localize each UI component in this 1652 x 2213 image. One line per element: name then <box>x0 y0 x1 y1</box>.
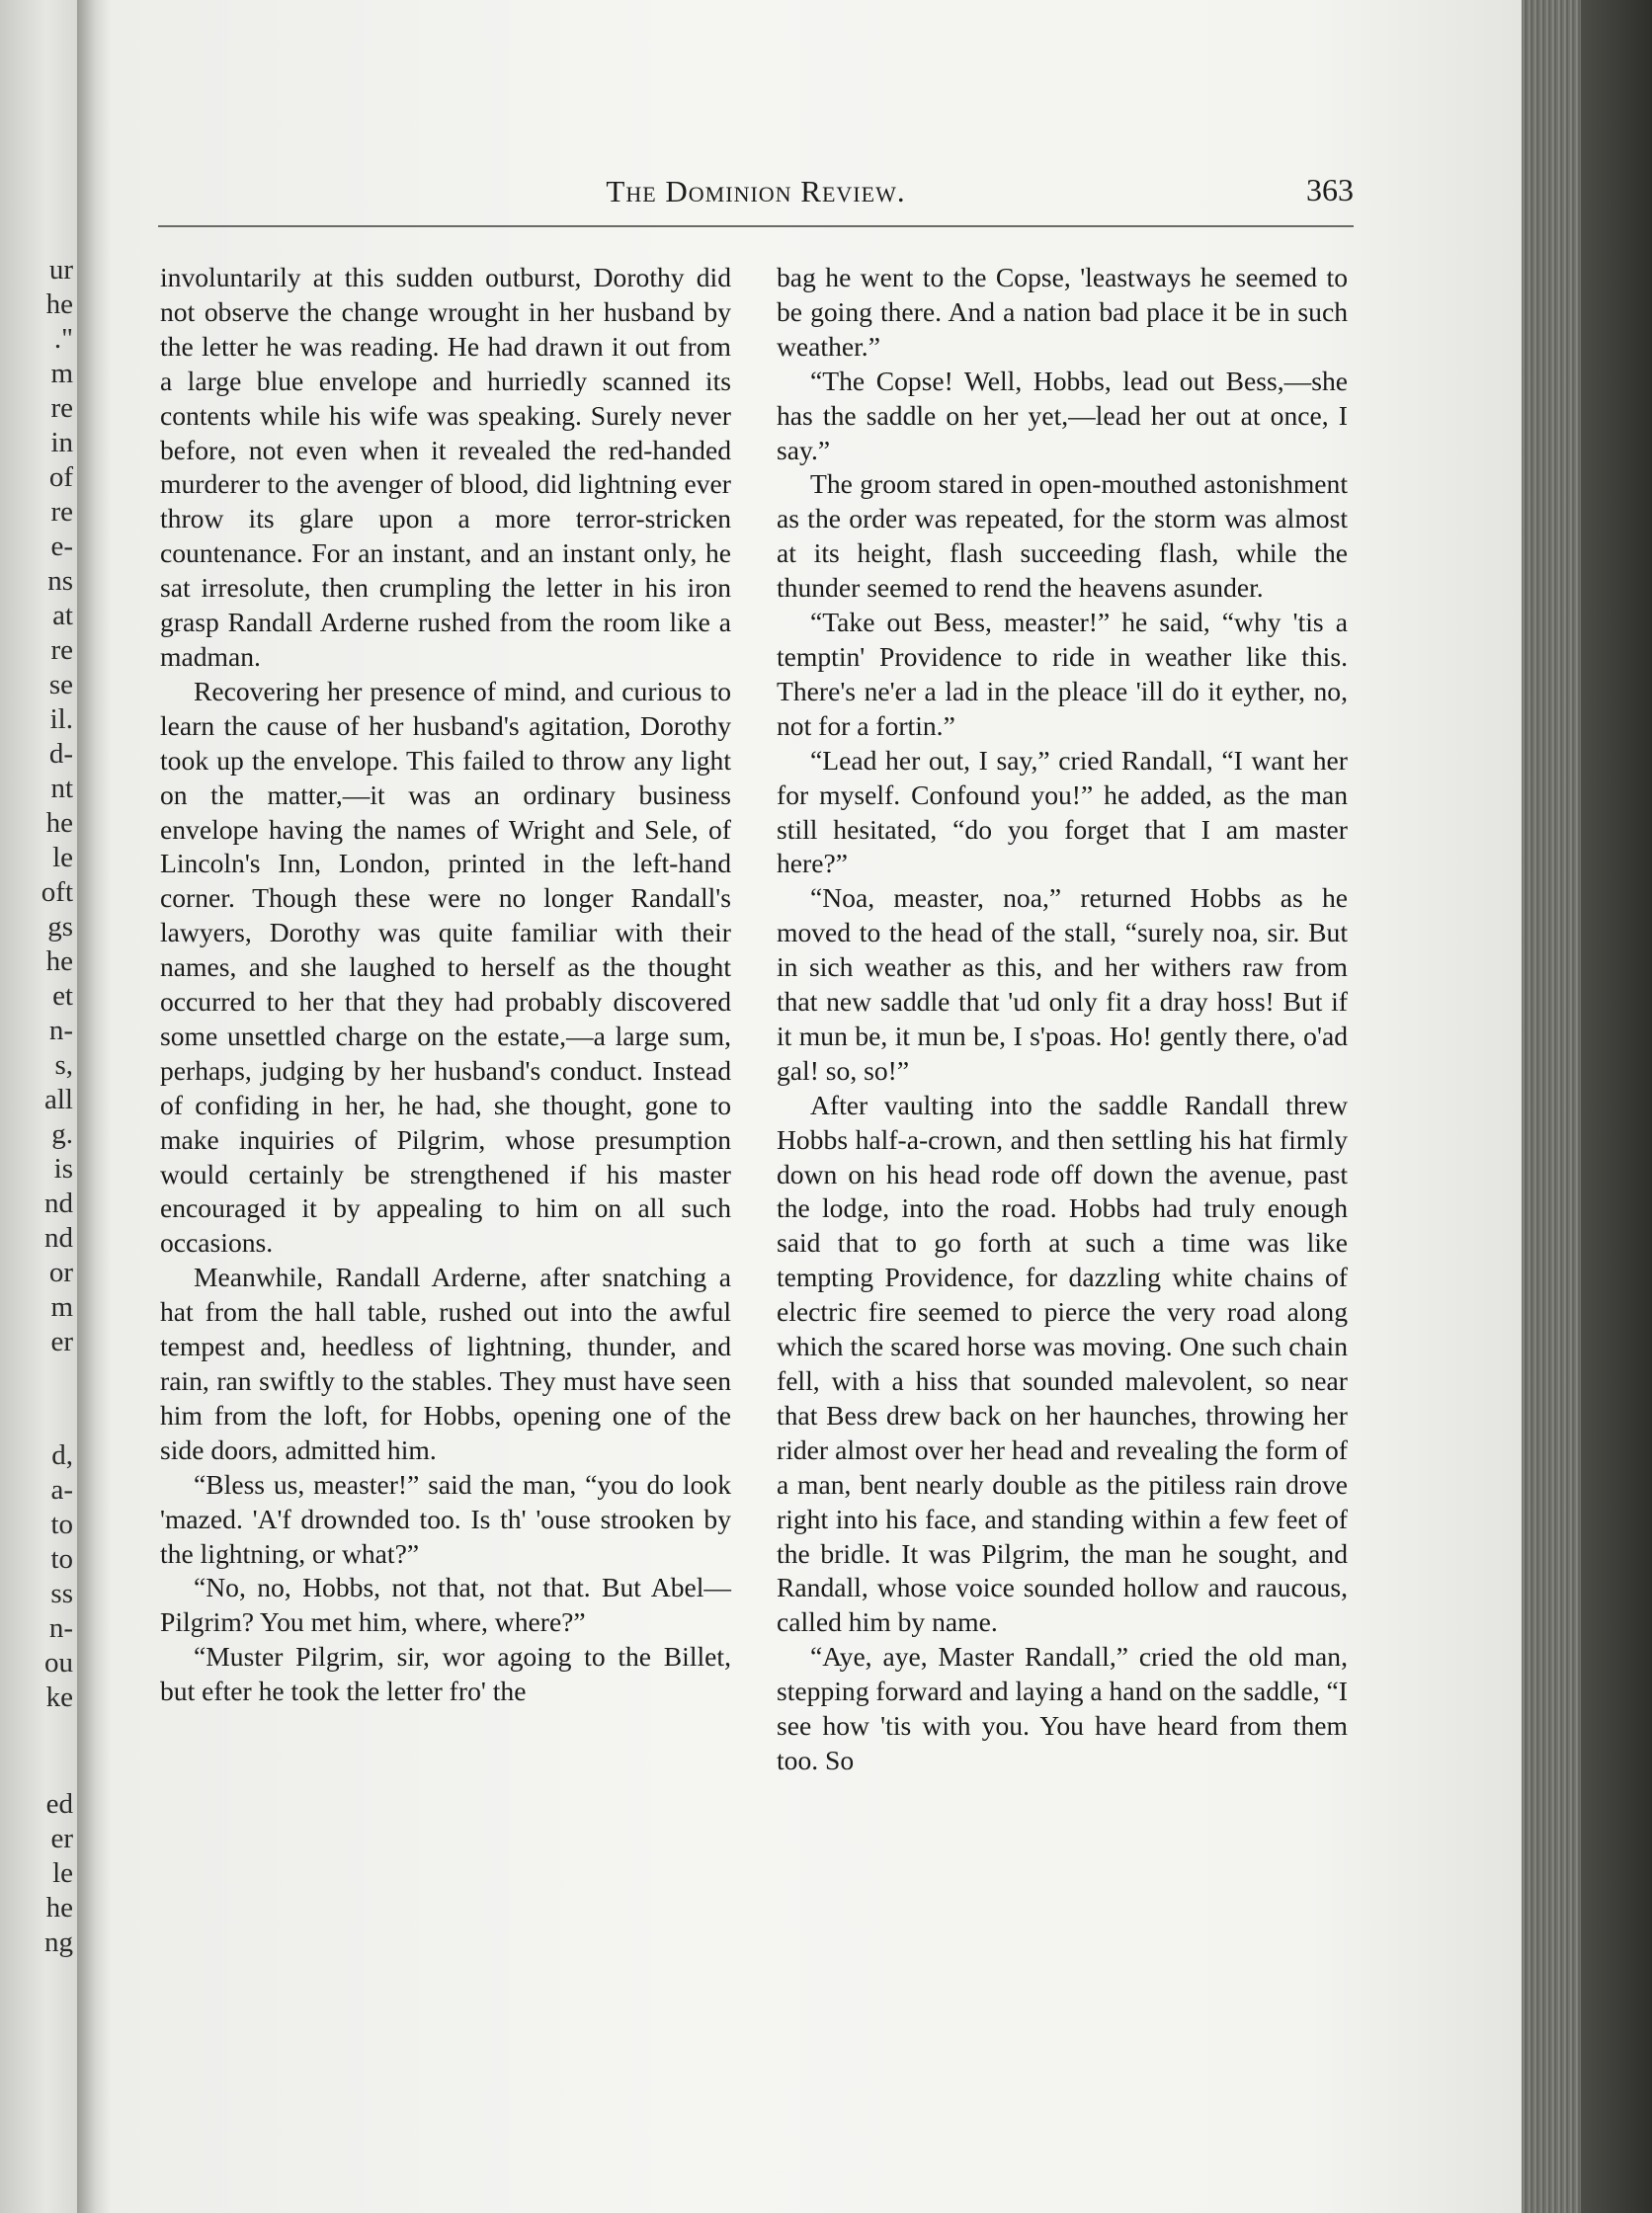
facing-page-fragment: of <box>48 461 73 493</box>
paragraph: The groom stared in open-mouthed astonishment as the order was repeated, for the storm was almost at its height, flash succeeding flash, while the thunder seemed to rend the heavens asunder. <box>777 468 1348 604</box>
paragraph: bag he went to the Copse, 'leastways he seemed to be going there. And a nation bad place it be in such weather.” <box>777 262 1348 362</box>
facing-page-fragment: he <box>45 807 73 839</box>
facing-page-fragment: n- <box>48 1015 73 1046</box>
paragraph: After vaulting into the saddle Randall threw Hobbs half-a-crown, and then settling his hat firmly down on his head rode off down the avenue, past the lodge, into the road. Hobbs had truly enough said that to go forth at such a time was like tempting Providence, for dazzling white chains of electric fire seemed to pierce the very road along which the scared horse was moving. One such chain fell, with a hiss that sounded malevolent, so near that Bess drew back on her haunches, throwing her rider almost over her head and revealing the form of a man, bent nearly double as the pitiless rain drove right into his face, and standing within a few feet of the bridle. It was Pilgrim, the man he sought, and Randall, whose voice sounded hollow and raucous, called him by name. <box>777 1089 1348 1638</box>
facing-page-fragment: il. <box>49 703 73 735</box>
paragraph: “Noa, measter, noa,” returned Hobbs as he moved to the head of the stall, “surely noa, sir. But in sich weather as this, and her withers raw from that new saddle that 'ud only fit a dray hoss! But if it mun be, it mun be, I s'poas. Ho! gently there, o'ad gal! so, so!” <box>777 882 1348 1086</box>
facing-page-fragment: m <box>50 358 73 389</box>
paragraph: involuntarily at this sudden outburst, Dorothy did not observe the change wrought in her husband by the letter he was reading. He had drawn it out from a large blue envelope and hurriedly scanned its contents while his wife was speaking. Surely never before, not even when it revealed the red-handed murderer to the avenger of blood, did lightning ever throw its glare upon a more terror-stricken countenance. For an instant, and an instant only, he sat irresolute, then crumpling the letter in his iron grasp Randall Arderne rushed from the room like a madman. <box>160 262 731 672</box>
facing-page-fragment: ns <box>47 565 73 597</box>
facing-page-fragment: nd <box>44 1222 73 1254</box>
facing-page-fragment: in <box>50 427 73 458</box>
facing-page-fragment: d- <box>48 738 73 770</box>
facing-page-fragment: at <box>52 600 73 631</box>
paragraph: “Bless us, measter!” said the man, “you do look 'mazed. 'A'f drownded too. Is th' 'ouse strooken by the lightning, or what?” <box>160 1468 731 1569</box>
facing-page-fragment: le <box>52 1857 73 1889</box>
facing-page-edge <box>0 0 77 2213</box>
facing-page-fragment: ed <box>45 1788 73 1820</box>
facing-page-fragment: s, <box>54 1049 73 1081</box>
facing-page-fragment: is <box>53 1153 73 1185</box>
running-header <box>158 166 1354 221</box>
facing-page-fragment: all <box>44 1084 73 1115</box>
facing-page-fragment: er <box>50 1823 73 1854</box>
paragraph: Recovering her presence of mind, and curious to learn the cause of her husband's agitation, Dorothy took up the envelope. This failed to throw any light on the matter,—it was an ordinary business envelope having the names of Wright and Sele, of Lincoln's Inn, London, printed in the left-hand corner. Though these were no longer Randall's lawyers, Dorothy was quite familiar with their names, and she laughed to herself as the thought occurred to her that they had probably discovered some unsettled charge on the estate,—a large sum, perhaps, judging by her husband's conduct. Instead of confiding in her, he had, she thought, gone to make inquiries of Pilgrim, whose presumption would certainly be strengthened if his master encouraged it by appealing to him on all such occasions. <box>160 675 731 1259</box>
facing-page-fragment: gs <box>47 911 73 943</box>
text-column-left <box>160 261 731 1709</box>
book-cover-edge <box>1581 0 1652 2213</box>
facing-page-fragment: n- <box>48 1612 73 1644</box>
facing-page-fragment: g. <box>51 1118 73 1150</box>
facing-page-fragment: he <box>45 288 73 320</box>
paragraph: “Muster Pilgrim, sir, wor agoing to the Billet, but efter he took the letter fro' the <box>160 1641 731 1707</box>
paragraph: “Lead her out, I say,” cried Randall, “I want her for myself. Confound you!” he added, as the man still hesitated, “do you forget that I am master here?” <box>777 744 1348 879</box>
paragraph: “Aye, aye, Master Randall,” cried the old man, stepping forward and laying a hand on the saddle, “I see how 'tis with you. You have heard from them too. So <box>777 1641 1348 1775</box>
paragraph: “No, no, Hobbs, not that, not that. But Abel—Pilgrim? You met him, where, where?” <box>160 1572 731 1638</box>
facing-page-fragment: to <box>50 1509 73 1540</box>
facing-page-fragment: ke <box>45 1681 73 1713</box>
facing-page-fragment: he <box>45 1892 73 1924</box>
facing-page-fragment: ng <box>44 1926 73 1958</box>
facing-page-fragment: m <box>50 1291 73 1323</box>
header-rule <box>158 225 1354 227</box>
page-number: 363 <box>1306 172 1354 207</box>
paragraph: “The Copse! Well, Hobbs, lead out Bess,—she has the saddle on her yet,—lead her out at once, I say.” <box>777 365 1348 465</box>
book-gutter <box>77 0 111 2213</box>
running-title: The Dominion Review. <box>606 174 906 208</box>
facing-page-fragment: oft <box>41 876 73 908</box>
facing-page-fragment: nd <box>44 1188 73 1219</box>
facing-page-fragment: d, <box>51 1439 73 1471</box>
facing-page-fragment: er <box>50 1326 73 1357</box>
facing-page-fragment: to <box>50 1543 73 1575</box>
facing-page-fragment: nt <box>50 773 73 804</box>
text-column-right <box>777 261 1348 1778</box>
facing-page-fragment: ." <box>53 323 73 355</box>
paragraph: Meanwhile, Randall Arderne, after snatching a hat from the hall table, rushed out into the awful tempest and, heedless of lightning, thunder, and rain, ran swiftly to the stables. They must have seen him from the loft, for Hobbs, opening one of the side doors, admitted him. <box>160 1262 731 1465</box>
facing-page-fragment: le <box>52 842 73 873</box>
facing-page-fragment: or <box>48 1257 73 1288</box>
facing-page-fragment: ur <box>48 254 73 286</box>
facing-page-fragment: e- <box>50 531 73 562</box>
facing-page-fragment: a- <box>50 1474 73 1506</box>
paragraph: “Take out Bess, measter!” he said, “why 'tis a temptin' Providence to ride in weather like this. There's ne'er a lad in the pleace 'ill do it eyther, no, not for a fortin.” <box>777 607 1348 741</box>
facing-page-fragment: re <box>50 634 73 666</box>
facing-page-fragment: ou <box>44 1647 73 1679</box>
facing-page-fragment: se <box>48 669 73 700</box>
facing-page-fragment: re <box>50 496 73 528</box>
facing-page-fragment: re <box>50 392 73 424</box>
facing-page-fragment: et <box>52 980 73 1012</box>
facing-page-fragment: he <box>45 945 73 977</box>
facing-page-fragment: ss <box>50 1578 73 1609</box>
